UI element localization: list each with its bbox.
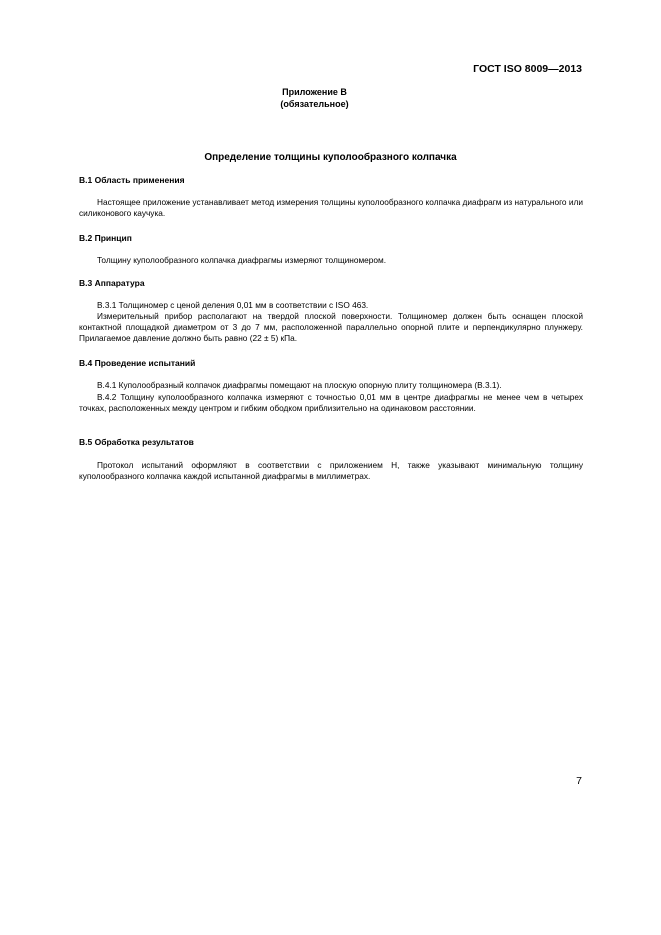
paragraph-b3-1: В.3.1 Толщиномер с ценой деления 0,01 мм в соответствии с ISO 463.: [97, 300, 369, 310]
section-heading-b2: В.2 Принцип: [79, 233, 132, 243]
paragraph-b1: Настоящее приложение устанавливает метод измерения толщины куполообразного колпачка диафрагм из натурального или силиконового каучука.: [79, 197, 583, 219]
annex-title: [0, 87, 661, 97]
paragraph-b2: Толщину куполообразного колпачка диафрагмы измеряют толщиномером.: [97, 255, 387, 265]
section-heading-b3: В.3 Аппаратура: [79, 278, 145, 288]
section-heading-b5: В.5 Обработка результатов: [79, 437, 194, 447]
paragraph-b3-2: Измерительный прибор располагают на твердой плоской поверхности. Толщиномер должен быть оснащен плоской контактной площадкой диаметром от 3 до 7 мм, расположенной параллельно опорной плите и перпендикулярно плунжеру. Прилагаемое давление должно быть равно (22 ± 5) кПа.: [79, 311, 583, 344]
paragraph-b4-1: В.4.1 Куполообразный колпачок диафрагмы помещают на плоскую опорную плиту толщиномера (В.3.1).: [97, 380, 502, 390]
standard-number: ГОСТ ISO 8009—2013: [473, 63, 582, 75]
section-heading-b1: В.1 Область применения: [79, 175, 185, 185]
paragraph-b4-2: В.4.2 Толщину куполообразного колпачка измеряют с точностью 0,01 мм в центре диафрагмы не менее чем в четырех точках, расположенных между центром и гибким ободком приблизительно на одинаковом расстоянии.: [79, 392, 583, 414]
annex-title-text: Приложение В: [282, 87, 347, 97]
document-title: Определение толщины куполообразного колпачка: [204, 152, 457, 163]
annex-status: [0, 99, 661, 109]
page-number: 7: [576, 775, 582, 787]
section-heading-b4: В.4 Проведение испытаний: [79, 358, 196, 368]
annex-status-text: (обязательное): [280, 99, 349, 109]
paragraph-b5: Протокол испытаний оформляют в соответствии с приложением Н, также указывают минимальную толщину куполообразного колпачка каждой испытанной диафрагмы в миллиметрах.: [79, 460, 583, 482]
